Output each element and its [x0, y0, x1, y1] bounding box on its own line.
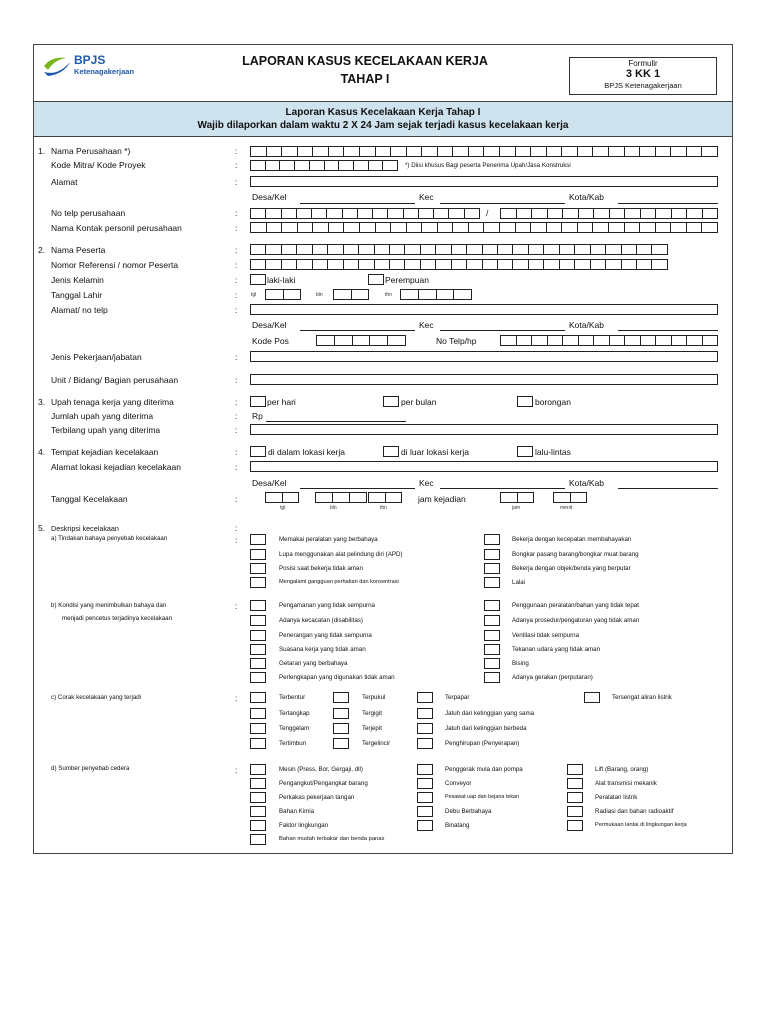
checkbox[interactable]	[417, 764, 433, 775]
section-3-number: 3.	[38, 397, 46, 407]
mitra-code-label: Kode Mitra/ Kode Proyek	[51, 160, 146, 170]
option-label: Permukaan lantai di lingkungan kerja	[595, 822, 687, 828]
mitra-code-boxes[interactable]	[250, 160, 398, 171]
option-label: Debu Berbahaya	[445, 808, 492, 815]
instruction-banner	[34, 102, 732, 137]
kec-line[interactable]	[440, 203, 565, 204]
checkbox[interactable]	[333, 692, 349, 703]
birth-day-boxes[interactable]	[265, 289, 301, 300]
accident-minute-caption: menit	[560, 505, 573, 511]
checkbox[interactable]	[484, 600, 500, 611]
place-inside-checkbox[interactable]	[250, 446, 266, 457]
section-2-number: 2.	[38, 245, 46, 255]
accident-date-label: Tanggal Kecelakaan	[51, 494, 128, 504]
birth-day-caption: tgl	[251, 292, 257, 298]
unit-input[interactable]	[250, 374, 718, 385]
kota-label: Kota/Kab	[569, 320, 604, 330]
option-label: Penggerak mula dan pompa	[445, 766, 523, 773]
checkbox[interactable]	[567, 820, 583, 831]
participant-address-label: Alamat/ no telp	[51, 305, 108, 315]
option-label: Radiasi dan bahan radioaktif	[595, 808, 674, 815]
form-title: LAPORAN KASUS KECELAKAAN KERJA	[242, 54, 488, 68]
contact-person-label: Nama Kontak personil perusahaan	[51, 223, 182, 233]
colon: :	[235, 447, 238, 457]
colon: :	[235, 523, 238, 533]
description-title: Deskripsi kecelakaan	[51, 524, 119, 533]
option-label: Tenggelam	[279, 725, 310, 732]
checkbox[interactable]	[484, 549, 500, 560]
checkbox[interactable]	[417, 708, 433, 719]
checkbox[interactable]	[250, 615, 266, 626]
colon: :	[235, 397, 238, 407]
checkbox[interactable]	[250, 708, 266, 719]
gender-label: Jenis Kelamin	[51, 275, 104, 285]
form-label: Formulir	[628, 59, 658, 68]
wage-monthly-checkbox[interactable]	[383, 396, 399, 407]
currency-label: Rp	[252, 411, 263, 421]
colon: :	[235, 208, 238, 218]
wage-monthly-label: per bulan	[401, 397, 437, 407]
colon: :	[235, 425, 238, 435]
accident-type-label: c) Corak kecelakaan yang terjadi	[51, 694, 142, 701]
company-phone-boxes[interactable]	[250, 208, 480, 219]
accident-hour-caption: jam	[512, 505, 521, 511]
reference-number-label: Nomor Referensi / nomor Peserta	[51, 260, 179, 270]
wage-daily-checkbox[interactable]	[250, 396, 266, 407]
logo-text: BPJS	[74, 53, 106, 67]
option-label: Ventilasi tidak sempurna	[512, 632, 580, 639]
colon: :	[235, 765, 238, 775]
desa-label: Desa/Kel	[252, 192, 287, 202]
gender-male-checkbox[interactable]	[250, 274, 266, 285]
checkbox[interactable]	[417, 820, 433, 831]
checkbox[interactable]	[250, 806, 266, 817]
logo-mark-icon	[40, 50, 190, 80]
option-label: Bising	[512, 660, 529, 667]
checkbox[interactable]	[484, 577, 500, 588]
colon: :	[235, 601, 238, 611]
option-label: Tertangkap	[279, 710, 310, 717]
checkbox[interactable]	[567, 792, 583, 803]
birth-year-caption: thn	[385, 292, 392, 298]
checkbox[interactable]	[417, 723, 433, 734]
job-title-label: Jenis Pekerjaan/jabatan	[51, 352, 142, 362]
wage-daily-label: per hari	[267, 397, 296, 407]
unit-label: Unit / Bidang/ Bagian perusahaan	[51, 375, 179, 385]
checkbox[interactable]	[584, 692, 600, 703]
accident-year-boxes[interactable]	[368, 492, 402, 503]
kec-label: Kec	[419, 320, 434, 330]
kota-label: Kota/Kab	[569, 192, 604, 202]
accident-time-label: jam kejadian	[418, 494, 466, 504]
form-org: BPJS Ketenagakerjaan	[604, 81, 682, 90]
option-label: Terbentur	[279, 694, 306, 701]
option-label: Suasana kerja yang tidak aman	[279, 646, 366, 653]
colon: :	[235, 275, 238, 285]
colon: :	[235, 290, 238, 300]
option-label: Tergelincir	[362, 740, 391, 747]
desa-line[interactable]	[300, 488, 415, 489]
job-title-input[interactable]	[250, 351, 718, 362]
section-5-number: 5.	[38, 523, 46, 533]
option-label: Pengamanan yang tidak sempurna	[279, 602, 375, 609]
wage-piecework-label: borongan	[535, 397, 571, 407]
checkbox[interactable]	[250, 792, 266, 803]
gender-female-label: Perempuan	[385, 275, 429, 285]
gender-female-checkbox[interactable]	[368, 274, 384, 285]
reference-number-boxes[interactable]	[250, 259, 668, 270]
desa-label: Desa/Kel	[252, 478, 287, 488]
place-traffic-label: lalu-lintas	[535, 447, 571, 457]
unsafe-conditions-label-2: menjadi pencetus terjadinya kecelakaan	[62, 615, 173, 622]
option-label: Penghirupan (Penyerapan)	[445, 740, 520, 747]
checkbox[interactable]	[250, 644, 266, 655]
accident-hour-boxes[interactable]	[500, 492, 534, 503]
kec-line[interactable]	[440, 330, 565, 331]
colon: :	[235, 305, 238, 315]
checkbox[interactable]	[333, 708, 349, 719]
colon: :	[235, 693, 238, 703]
option-label: Terjepit	[362, 725, 382, 732]
checkbox[interactable]	[250, 658, 266, 669]
checkbox[interactable]	[484, 630, 500, 641]
option-label: Jatuh dari ketinggian berbeda	[445, 725, 527, 732]
participant-name-boxes[interactable]	[250, 244, 668, 255]
kec-label: Kec	[419, 478, 434, 488]
option-label: Bahan Kimia	[279, 808, 315, 815]
checkbox[interactable]	[417, 692, 433, 703]
contractor-note: *) Diisi khusus Bagi peserta Penerima Upah/Jasa Konstruksi	[405, 162, 571, 169]
contact-person-boxes[interactable]	[250, 222, 718, 233]
option-label: Bekerja dengan objek/benda yang berputar	[512, 565, 631, 572]
colon: :	[235, 177, 238, 187]
option-label: Pengangkut/Pengangkat barang	[279, 780, 368, 787]
option-label: Perlengkapan yang digunakan tidak aman	[279, 674, 395, 681]
form-code: 3 KK 1	[625, 68, 661, 80]
kota-label: Kota/Kab	[569, 478, 604, 488]
company-address-label: Alamat	[51, 177, 78, 187]
option-label: Penerangan yang tidak sempurna	[279, 632, 372, 639]
participant-name-label: Nama Peserta	[51, 245, 106, 255]
checkbox[interactable]	[484, 672, 500, 683]
checkbox[interactable]	[250, 549, 266, 560]
option-label: Tertimbun	[279, 740, 307, 747]
option-label: Bahan mudah terbakar dan benda panas	[279, 836, 385, 842]
checkbox[interactable]	[417, 806, 433, 817]
wage-words-input[interactable]	[250, 424, 718, 435]
option-label: Terpukul	[362, 694, 386, 701]
checkbox[interactable]	[417, 792, 433, 803]
colon: :	[235, 375, 238, 385]
birth-date-label: Tanggal Lahir	[51, 290, 103, 300]
option-label: Peralatan listrik	[595, 794, 638, 801]
accident-month-caption: bln	[330, 505, 337, 511]
option-label: Bongkar pasang barang/bongkar muat barang	[512, 551, 639, 558]
checkbox[interactable]	[484, 563, 500, 574]
checkbox[interactable]	[250, 630, 266, 641]
checkbox[interactable]	[250, 820, 266, 831]
desa-label: Desa/Kel	[252, 320, 287, 330]
checkbox[interactable]	[567, 764, 583, 775]
option-label: Posisi saat bekerja tidak aman	[279, 565, 363, 572]
birth-year-boxes[interactable]	[400, 289, 472, 300]
checkbox[interactable]	[250, 778, 266, 789]
option-label: Alat transmisi mekanik	[595, 780, 657, 787]
kota-line[interactable]	[618, 330, 718, 331]
desa-line[interactable]	[300, 203, 415, 204]
option-label: Conveyor	[445, 780, 472, 787]
kec-line[interactable]	[440, 488, 565, 489]
place-traffic-checkbox[interactable]	[517, 446, 533, 457]
desa-line[interactable]	[300, 330, 415, 331]
option-label: Adanya kecacatan (disabilitas)	[279, 617, 363, 624]
option-label: Jatuh dari ketinggian yang sama	[445, 710, 535, 717]
banner-line2: Wajib dilaporkan dalam waktu 2 X 24 Jam sejak terjadi kasus kecelakaan kerja	[197, 120, 569, 131]
accident-year-caption: thn	[380, 505, 387, 511]
place-inside-label: di dalam lokasi kerja	[268, 447, 346, 457]
kota-line[interactable]	[618, 203, 718, 204]
checkbox[interactable]	[250, 563, 266, 574]
unsafe-conditions-label-1: b) Kondisi yang menimbulkan bahaya dan	[51, 602, 167, 609]
wage-amount-line[interactable]	[266, 421, 406, 422]
kec-label: Kec	[419, 192, 434, 202]
option-label: Mengalami gangguan perhatian dan konsentrasi	[279, 579, 399, 585]
accident-day-boxes[interactable]	[265, 492, 299, 503]
option-label: Mesin (Press, Bor, Gergaji, dll)	[279, 766, 363, 773]
option-label: Adanya gerakan (perputaran)	[512, 674, 593, 681]
participant-phone-label: No Telp/hp	[436, 336, 477, 346]
option-label: Lalai	[512, 579, 526, 586]
accident-place-label: Tempat kejadian kecelakaan	[51, 447, 159, 457]
checkbox[interactable]	[250, 577, 266, 588]
participant-address-input[interactable]	[250, 304, 718, 315]
company-name-boxes[interactable]	[250, 146, 718, 157]
wage-piecework-checkbox[interactable]	[517, 396, 533, 407]
checkbox[interactable]	[417, 738, 433, 749]
option-label: Penggunaan peralatan/bahan yang tidak tepat	[512, 602, 639, 609]
checkbox[interactable]	[250, 534, 266, 545]
checkbox[interactable]	[250, 692, 266, 703]
colon: :	[235, 160, 238, 170]
checkbox[interactable]	[250, 723, 266, 734]
checkbox[interactable]	[417, 778, 433, 789]
checkbox[interactable]	[250, 600, 266, 611]
option-label: Tergigit	[362, 710, 382, 717]
colon: :	[235, 260, 238, 270]
company-phone-label: No telp perusahaan	[51, 208, 126, 218]
banner-line1: Laporan Kasus Kecelakaan Kerja Tahap I	[285, 107, 481, 118]
checkbox[interactable]	[250, 738, 266, 749]
checkbox[interactable]	[484, 534, 500, 545]
section-4-number: 4.	[38, 447, 46, 457]
colon: :	[235, 245, 238, 255]
option-label: Terpapar	[445, 694, 470, 701]
option-label: Pesawat uap dan bejana tekan	[445, 794, 520, 800]
colon: :	[235, 352, 238, 362]
accident-day-caption: tgl	[280, 505, 286, 511]
checkbox[interactable]	[567, 806, 583, 817]
kota-line[interactable]	[618, 488, 718, 489]
unsafe-acts-label: a) Tindakan bahaya penyebab kecelakaan	[51, 535, 168, 542]
bpjs-logo	[40, 50, 190, 80]
accident-address-label: Alamat lokasi kejadian kecelakaan	[51, 462, 181, 472]
section-1-number: 1.	[38, 146, 46, 156]
birth-month-boxes[interactable]	[333, 289, 369, 300]
checkbox[interactable]	[333, 738, 349, 749]
accident-address-input[interactable]	[250, 461, 718, 472]
checkbox[interactable]	[484, 615, 500, 626]
wage-type-label: Upah tenaga kerja yang diterima	[51, 397, 174, 407]
accident-month-boxes[interactable]	[315, 492, 367, 503]
colon: :	[235, 223, 238, 233]
checkbox[interactable]	[250, 764, 266, 775]
colon: :	[235, 411, 238, 421]
wage-amount-label: Jumlah upah yang diterima	[51, 411, 154, 421]
logo-subtext: Ketenagakerjaan	[74, 67, 135, 76]
checkbox[interactable]	[484, 644, 500, 655]
company-name-label: Nama Perusahaan *)	[51, 146, 131, 156]
colon: :	[235, 146, 238, 156]
colon: :	[235, 535, 238, 545]
place-outside-label: di luar lokasi kerja	[401, 447, 470, 457]
option-label: Binatang	[445, 822, 470, 829]
accident-minute-boxes[interactable]	[553, 492, 587, 503]
company-address-input[interactable]	[250, 176, 718, 187]
company-phone2-boxes[interactable]	[500, 208, 718, 219]
option-label: Lift (Barang, orang)	[595, 766, 649, 773]
checkbox[interactable]	[250, 672, 266, 683]
checkbox[interactable]	[333, 723, 349, 734]
checkbox[interactable]	[567, 778, 583, 789]
checkbox[interactable]	[484, 658, 500, 669]
option-label: Bekerja dengan kecepatan membahayakan	[512, 536, 632, 543]
colon: :	[235, 462, 238, 472]
wage-words-label: Terbilang upah yang diterima	[51, 425, 161, 435]
postal-code-boxes[interactable]	[316, 335, 406, 346]
postal-code-label: Kode Pos	[252, 336, 289, 346]
option-label: Lupa menggunakan alat pelindung diri (APD)	[279, 551, 403, 558]
form-code-box	[569, 57, 717, 95]
option-label: Perkakas pekerjaan tangan	[279, 794, 355, 801]
option-label: Adanya prosedur/pengaturan yang tidak aman	[512, 617, 640, 624]
injury-source-label: d) Sumber penyebab cedera	[51, 765, 130, 772]
colon: :	[235, 494, 238, 504]
phone-slash: /	[486, 208, 489, 218]
gender-male-label: laki-laki	[267, 275, 296, 285]
option-label: Tersengat aliran listrik	[612, 694, 672, 701]
birth-month-caption: bln	[316, 292, 323, 298]
checkbox[interactable]	[250, 834, 266, 845]
option-label: Getaran yang berbahaya	[279, 660, 348, 667]
place-outside-checkbox[interactable]	[383, 446, 399, 457]
form-subtitle: TAHAP I	[340, 72, 390, 86]
option-label: Faktor lingkungan	[279, 822, 329, 829]
option-label: Memakai peralatan yang berbahaya	[279, 536, 378, 543]
participant-phone-boxes[interactable]	[500, 335, 718, 346]
option-label: Tekanan udara yang tidak aman	[512, 646, 601, 653]
